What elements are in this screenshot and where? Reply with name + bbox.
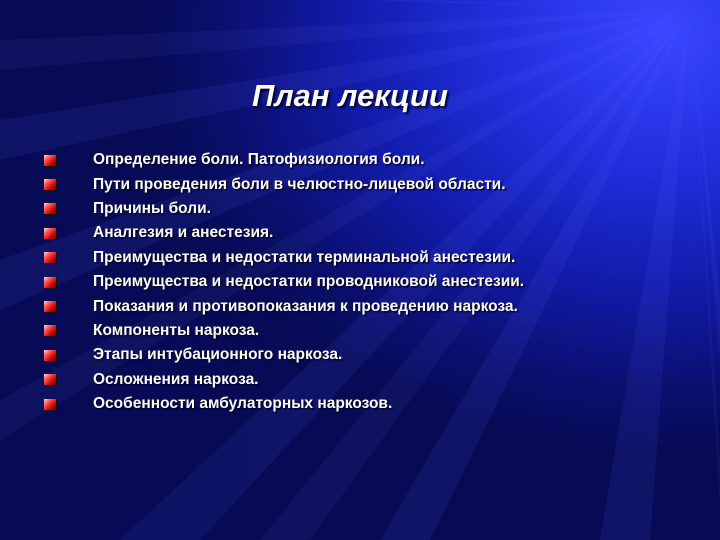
list-item <box>44 343 524 367</box>
square-bullet-icon <box>44 228 56 239</box>
square-bullet-icon <box>44 252 56 263</box>
square-bullet-icon <box>44 301 56 312</box>
square-bullet-icon <box>44 374 56 385</box>
square-bullet-icon <box>44 350 56 361</box>
square-bullet-icon <box>44 399 56 410</box>
list-item <box>44 270 524 294</box>
list-item-text: Этапы интубационного наркоза. <box>93 346 343 364</box>
list-item-text: Пути проведения боли в челюстно-лицевой области. <box>93 175 506 193</box>
list-item <box>44 294 524 318</box>
list-item <box>44 392 524 416</box>
list-item-text: Компоненты наркоза. <box>93 321 260 339</box>
list-item-text: Определение боли. Патофизиология боли. <box>93 151 425 169</box>
square-bullet-icon <box>44 203 56 214</box>
list-item <box>44 221 524 245</box>
list-item-text: Особенности амбулаторных наркозов. <box>93 395 393 413</box>
list-item <box>44 319 524 343</box>
slide-title: План лекции <box>252 78 448 113</box>
list-item-text: Показания и противопоказания к проведению наркоза. <box>93 297 518 315</box>
square-bullet-icon <box>44 277 56 288</box>
list-item-text: Преимущества и недостатки проводниковой анестезии. <box>93 273 525 291</box>
list-item <box>44 172 524 196</box>
square-bullet-icon <box>44 325 56 336</box>
list-item <box>44 148 524 172</box>
square-bullet-icon <box>44 179 56 190</box>
list-item <box>44 246 524 270</box>
lecture-plan-list <box>44 148 524 416</box>
list-item <box>44 197 524 221</box>
list-item-text: Причины боли. <box>93 199 211 217</box>
list-item-text: Осложнения наркоза. <box>93 370 259 388</box>
square-bullet-icon <box>44 155 56 166</box>
list-item-text: Преимущества и недостатки терминальной анестезии. <box>93 248 516 266</box>
list-item-text: Аналгезия и анестезия. <box>93 224 274 242</box>
list-item <box>44 368 524 392</box>
